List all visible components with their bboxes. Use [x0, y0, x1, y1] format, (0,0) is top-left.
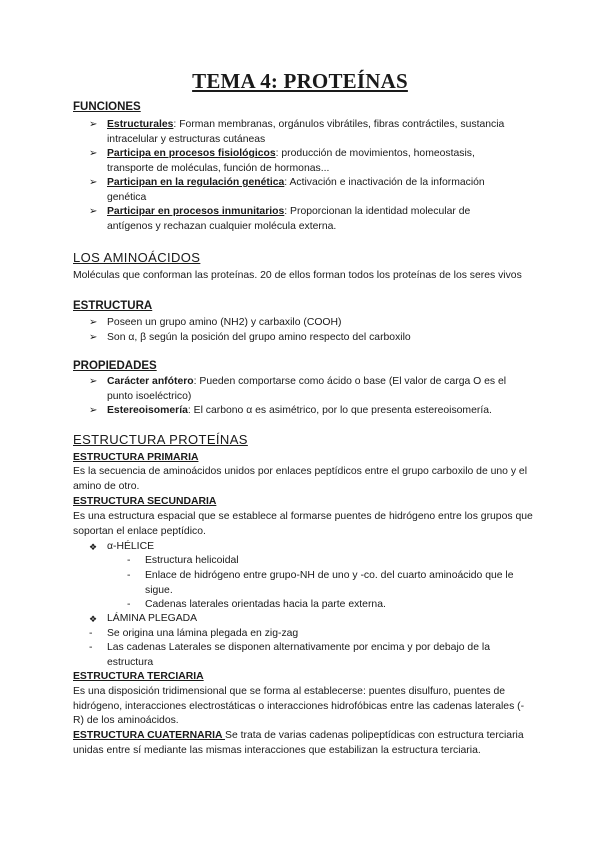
- helice-text: Cadenas laterales orientadas hacia la parte externa.: [145, 599, 386, 610]
- estructura-proteinas-heading: ESTRUCTURA PROTEÍNAS: [73, 432, 248, 447]
- funciones-text: : Forman membranas, orgánulos vibrátiles, fibras contráctiles, sustancia intracelular y estructuras cutáneas: [107, 119, 505, 145]
- terciaria-heading: ESTRUCTURA TERCIARIA: [73, 671, 204, 682]
- propiedades-term: Carácter anfótero: [107, 376, 194, 387]
- arrow-bullet-icon: ➢: [89, 376, 98, 387]
- primaria-text: Es la secuencia de aminoácidos unidos por enlaces peptídicos entre el grupo carboxilo de uno y el amino de otro.: [73, 466, 528, 492]
- funciones-text: : Proporcionan la identidad molecular de antígenos y rechazan cualquier molécula externa.: [107, 206, 471, 232]
- arrow-bullet-icon: ➢: [89, 317, 98, 328]
- arrow-bullet-icon: ➢: [89, 405, 98, 416]
- cuaternaria-paragraph: [73, 729, 533, 758]
- helice-subitem: - Enlace de hidrógeno entre grupo-NH de uno y -co. del cuarto aminoácido que le sigue.: [127, 570, 514, 596]
- secundaria-heading: ESTRUCTURA SECUNDARIA: [73, 496, 217, 507]
- arrow-bullet-icon: ➢: [89, 148, 98, 159]
- propiedades-item: [89, 375, 512, 404]
- helice-label: α-HÉLICE: [107, 541, 155, 552]
- estructura-item: [89, 316, 512, 331]
- estructura-item: [89, 331, 512, 346]
- cuaternaria-text: Se trata de varias cadenas polipeptídicas con estructura terciaria unidas entre sí mediante las mismas interacciones que estabilizan la estructura terciaria.: [73, 730, 524, 756]
- terciaria-text: Es una disposición tridimensional que se forma al establecerse: puentes disulfuro, puentes de hidrógeno, interacciones electrostáticas o interacciones hidrofóbicas entre las cadenas laterales (-R) de los aminoácidos.: [73, 686, 525, 726]
- lamina-text: Las cadenas Laterales se disponen alternativamente por encima y por debajo de la estructura: [107, 642, 490, 668]
- cuaternaria-heading: ESTRUCTURA CUATERNARIA: [73, 730, 226, 741]
- funciones-item: [89, 147, 512, 176]
- funciones-term: Participa en procesos fisiológicos: [107, 148, 276, 159]
- propiedades-item: [89, 404, 512, 419]
- lamina-subitem: - Se origina una lámina plegada en zig-zag: [89, 628, 299, 639]
- helice-subitem: - Cadenas laterales orientadas hacia la parte externa.: [127, 599, 386, 610]
- funciones-heading: FUNCIONES: [73, 101, 141, 113]
- funciones-term: Participar en procesos inmunitarios: [107, 206, 285, 217]
- propiedades-term: Estereoisomería: [107, 405, 188, 416]
- estructura-text: Son α, β según la posición del grupo amino respecto del carboxilo: [107, 332, 411, 343]
- helice-subitem: - Estructura helicoidal: [127, 555, 239, 566]
- funciones-text: : producción de movimientos, homeostasis, transporte de moléculas, función de hormonas...: [107, 148, 475, 174]
- diamond-bullet-icon: ❖: [89, 542, 98, 552]
- arrow-bullet-icon: ➢: [89, 177, 98, 188]
- propiedades-text: : Pueden comportarse como ácido o base (El valor de carga O es el punto isoeléctrico): [107, 376, 507, 402]
- funciones-text: : Activación e inactivación de la información genética: [107, 177, 485, 203]
- propiedades-text: : El carbono α es asimétrico, por lo que presenta estereoisomería.: [187, 405, 492, 416]
- aminoacidos-heading: LOS AMINOÁCIDOS: [73, 250, 201, 265]
- lamina-subitem: - Las cadenas Laterales se disponen alternativamente por encima y por debajo de la estructura: [89, 642, 490, 668]
- helice-text: Estructura helicoidal: [145, 555, 239, 566]
- arrow-bullet-icon: ➢: [89, 206, 98, 217]
- helice-item: [89, 540, 155, 555]
- arrow-bullet-icon: ➢: [89, 332, 98, 343]
- funciones-item: [89, 205, 512, 234]
- lamina-text: Se origina una lámina plegada en zig-zag: [107, 628, 299, 639]
- diamond-bullet-icon: ❖: [89, 614, 98, 624]
- primaria-heading: ESTRUCTURA PRIMARIA: [73, 452, 199, 463]
- lamina-label: LÁMINA PLEGADA: [107, 613, 198, 624]
- funciones-item: [89, 118, 512, 147]
- page-title: TEMA 4: PROTEÍNAS: [192, 69, 408, 93]
- estructura-text: Poseen un grupo amino (NH2) y carbaxilo (COOH): [107, 317, 342, 328]
- lamina-item: [89, 612, 198, 627]
- arrow-bullet-icon: ➢: [89, 119, 98, 130]
- funciones-term: Participan en la regulación genética: [107, 177, 285, 188]
- funciones-term: Estructurales: [107, 119, 174, 130]
- helice-text: Enlace de hidrógeno entre grupo-NH de uno y -co. del cuarto aminoácido que le sigue.: [145, 570, 514, 596]
- aminoacidos-intro: Moléculas que conforman las proteínas. 20 de ellos forman todos los proteínas de los seres vivos: [73, 270, 522, 281]
- propiedades-heading: PROPIEDADES: [73, 360, 157, 372]
- funciones-item: [89, 176, 512, 205]
- secundaria-text: Es una estructura espacial que se establece al formarse puentes de hidrógeno entre los grupos que soportan el enlace peptídico.: [73, 511, 533, 537]
- estructura-heading: ESTRUCTURA: [73, 300, 153, 312]
